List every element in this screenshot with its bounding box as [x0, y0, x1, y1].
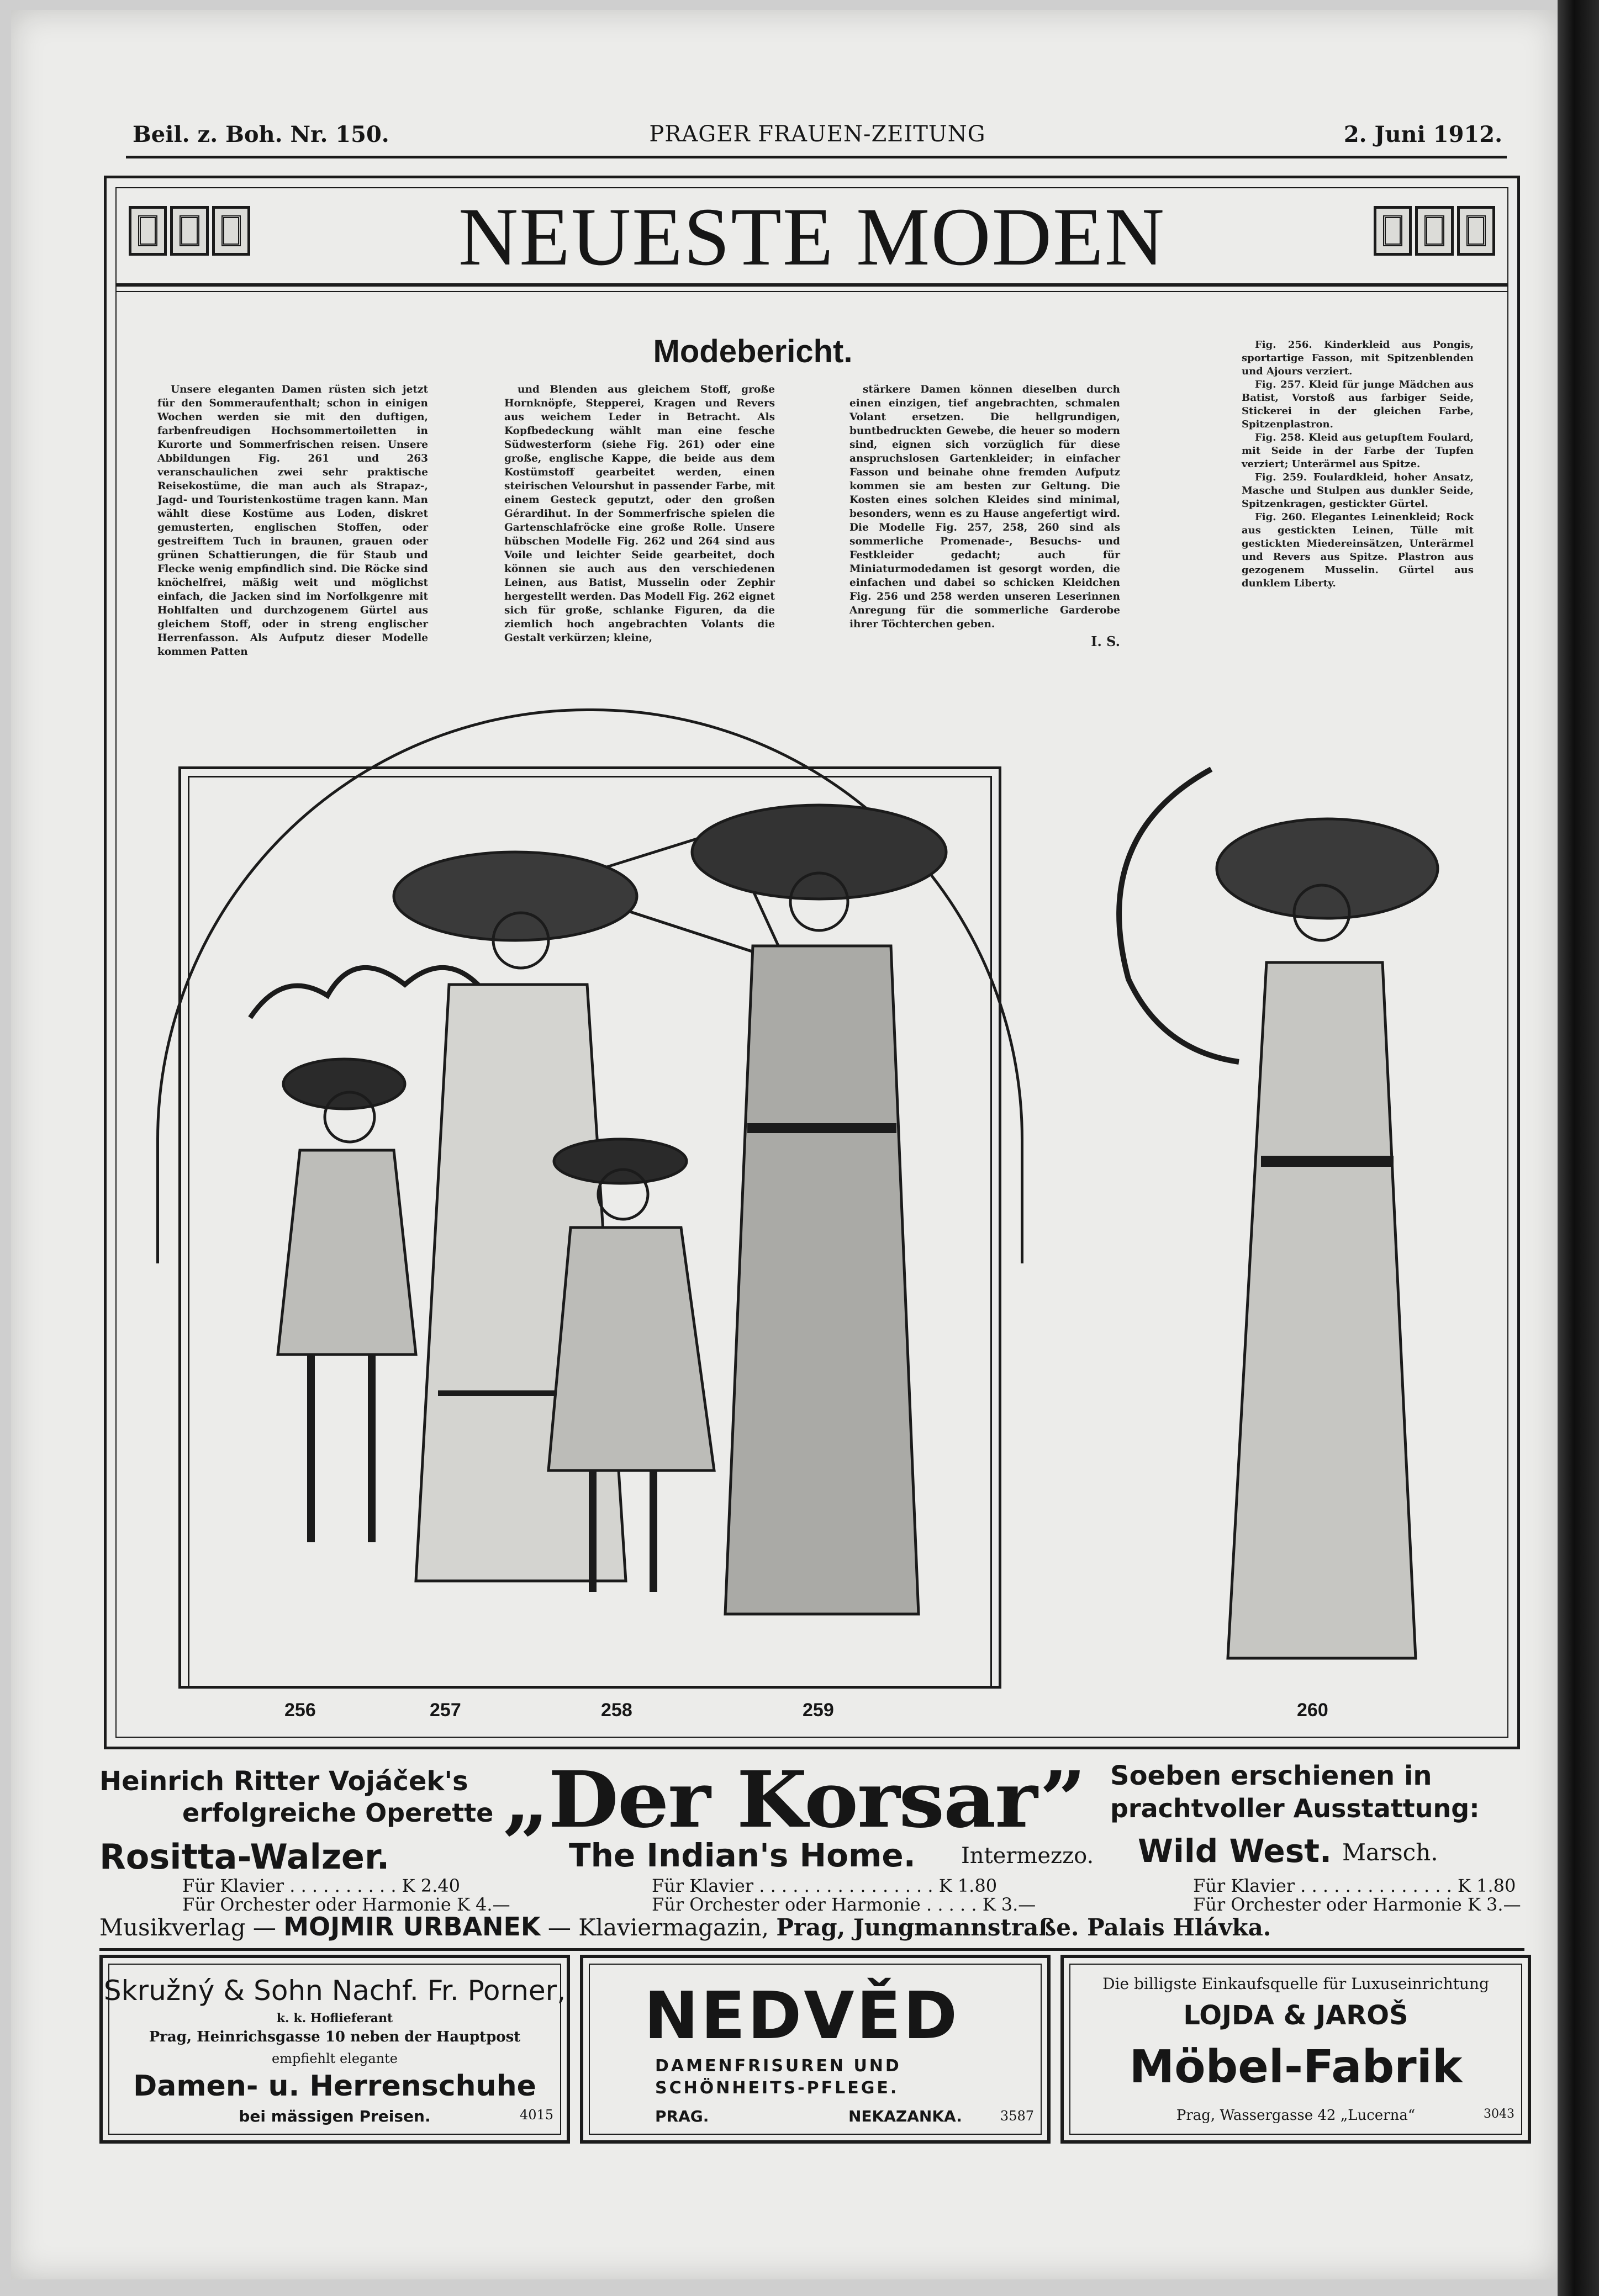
- figure-number-256: 256: [284, 1700, 316, 1721]
- newspaper-name: PRAGER FRAUEN-ZEITUNG: [649, 121, 986, 147]
- issue-date: 2. Juni 1912.: [1343, 121, 1502, 147]
- salon-name: NEDVĚD: [644, 1977, 960, 2054]
- salon-street: NEKAZANKA.: [848, 2107, 962, 2125]
- shoe-shop-price: bei mässigen Preisen.: [239, 2107, 431, 2125]
- publisher-line: [99, 1912, 1524, 1945]
- ad-divider: [99, 1948, 1524, 1951]
- title-rule-thin: [115, 291, 1508, 292]
- figure-captions: [1242, 338, 1474, 590]
- author-signature: I. S.: [1091, 633, 1120, 649]
- shoe-shop-name: Skružný & Sohn Nachf. Fr. Porner,: [103, 1975, 566, 2007]
- salon-ad: [580, 1955, 1051, 2144]
- korsar-price-piano: Für Klavier . . . . . . . . . . . . . . . . K 1.80: [652, 1875, 998, 1896]
- figure-number-258: 258: [601, 1700, 632, 1721]
- figure-number-259: 259: [803, 1700, 834, 1721]
- publisher-mid: — Klaviermagazin,: [547, 1914, 769, 1941]
- korsar-title: „Der Korsar”: [503, 1755, 1085, 1845]
- operetta-composer: Heinrich Ritter Vojáček's: [99, 1766, 468, 1797]
- caption-256: Fig. 256. Kinderkleid aus Pongis, sportartige Fasson, mit Spitzenblenden und Ajours verziert.: [1242, 339, 1474, 377]
- article-paragraph: Unsere eleganten Damen rüsten sich jetzt für den Sommeraufenthalt; schon in einigen Wochen werden sie mit den duftigen, farbenfreudigen Hochsommertoiletten in Kurorte und Sommerfrischen reisen. Unsere Abbildungen Fig. 261 und 263 veranschaulichen zwei sehr praktische Reisekostüme, die man auch als Strapaz-, Jagd- und Touristenkostüme tragen kann. Man wählt diese Kostüme aus Loden, diskret gemusterten, englischen Stoffen, oder gestreiftem Tuch in braunen, grauen oder grünen Schattierungen, die für Staub und Flecke wenig empfindlich sind. Die Röcke sind knöchelfrei, mäßig weit und möglichst einfach, die Jacken sind im Norfolkgenre mit Hohlfalten und durchzogenem Gürtel aus gleichem Stoff, oder in streng englischer Herrenfasson. Als Aufputz dieser Modelle kommen Patten: [157, 384, 428, 658]
- wildwest-line1: Soeben erschienen in: [1110, 1760, 1432, 1791]
- caption-260: Fig. 260. Elegantes Leinenkleid; Rock aus gestickten Leinen, Tülle mit gestickten Miedereinsätzen, Unterärmel und Revers aus Spitze. Plastron aus gezogenem Musselin. Gürtel aus dunklem Liberty.: [1242, 511, 1474, 589]
- shoe-shop-ad: [99, 1955, 570, 2144]
- section-title: NEUESTE MODEN: [458, 191, 1166, 283]
- wildwest-price-piano: Für Klavier . . . . . . . . . . . . . . K 1.80: [1193, 1875, 1516, 1896]
- page-header: [133, 116, 1502, 155]
- furniture-code: 3043: [1484, 2107, 1514, 2121]
- korsar-subtitle: The Indian's Home.: [569, 1837, 916, 1874]
- shoe-shop-code: 4015: [519, 2107, 553, 2123]
- issue-number: Beil. z. Boh. Nr. 150.: [133, 121, 389, 147]
- fashion-section: [104, 176, 1520, 1749]
- shoe-shop-address: Prag, Heinrichsgasse 10 neben der Hauptpost: [149, 2029, 521, 2045]
- title-rule: [115, 283, 1508, 287]
- wildwest-title: Wild West.: [1138, 1832, 1332, 1870]
- shoe-shop-product: Damen- u. Herrenschuhe: [133, 2070, 536, 2103]
- operetta-label: erfolgreiche Operette: [182, 1798, 494, 1828]
- article-paragraph: und Blenden aus gleichem Stoff, große Hornknöpfe, Stepperei, Kragen und Revers aus weichem Leder in Betracht. Als Kopfbedeckung wählt man eine fesche Südwesterform (siehe Fig. 261) oder eine große, englische Kappe, die beide aus dem Kostümstoff gearbeitet werden, einen steirischen Velourshut in passender Farbe, mit einem Gesteck geputzt, oder den großen Gérardihut. In der Sommerfrische spielen die Gartenschlafröcke eine große Rolle. Unsere hübschen Modelle Fig. 262 und 264 sind aus Voile und leichter Seide gearbeitet, doch können sie auch aus den verschiedenen Leinen, aus Batist, Musselin oder Zephir hergestellt werden. Das Modell Fig. 262 eignet sich für große, schlanke Figuren, da die ziemlich hoch angebrachten Volants die Gestalt verkürzen; kleine,: [504, 384, 775, 644]
- operetta-title: Rositta-Walzer.: [99, 1837, 390, 1877]
- fashion-illustration: [184, 731, 1498, 1680]
- furniture-address: Prag, Wassergasse 42 „Lucerna“: [1176, 2107, 1416, 2124]
- publisher-name: MOJMIR URBANEK: [283, 1912, 541, 1941]
- furniture-company: LOJDA & JAROŠ: [1183, 2000, 1408, 2031]
- salon-code: 3587: [1000, 2108, 1034, 2124]
- salon-line1: DAMENFRISUREN UND: [655, 2056, 901, 2076]
- header-rule: [126, 156, 1507, 158]
- wildwest-kind: Marsch.: [1342, 1839, 1438, 1866]
- figure-number-260: 260: [1297, 1700, 1328, 1721]
- operetta-price-piano: Für Klavier . . . . . . . . . . K 2.40: [182, 1875, 460, 1896]
- furniture-top: Die billigste Einkaufsquelle für Luxuseinrichtung: [1102, 1975, 1489, 1993]
- furniture-ad: [1060, 1955, 1531, 2144]
- shoe-shop-recommend: empfiehlt elegante: [272, 2051, 398, 2066]
- korsar-price-orchestra: Für Orchester oder Harmonie . . . . . K 3.—: [652, 1894, 1036, 1915]
- scan-edge: [1558, 0, 1599, 2296]
- caption-259: Fig. 259. Foulardkleid, hoher Ansatz, Masche und Stulpen aus dunkler Seide, Spitzenkragen, gestickter Gürtel.: [1242, 472, 1474, 510]
- article-column-2: [504, 383, 775, 645]
- wildwest-line2: prachtvoller Ausstattung:: [1110, 1794, 1480, 1823]
- publisher-address: Prag, Jungmannstraße. Palais Hlávka.: [776, 1914, 1271, 1941]
- article-heading: Modebericht.: [653, 334, 853, 369]
- furniture-product: Möbel-Fabrik: [1129, 2041, 1463, 2093]
- article-column-1: [157, 383, 428, 659]
- caption-258: Fig. 258. Kleid aus getupftem Foulard, mit Seide in der Farbe der Tupfen verziert; Unterärmel aus Spitze.: [1242, 432, 1474, 470]
- wildwest-price-orchestra: Für Orchester oder Harmonie K 3.—: [1193, 1894, 1521, 1915]
- shoe-shop-sub: k. k. Hoflieferant: [276, 2011, 393, 2025]
- article-paragraph: stärkere Damen können dieselben durch einen einzigen, tief angebrachten, schmalen Volant ersetzen. Die hellgrundigen, buntbedruckten Gewebe, die heuer so modern sind, eignen sich vorzüglich für diese anspruchslosen Gartenkleider; in einfacher Fasson und beinahe ohne fremden Aufputz kommen sie am besten zur Geltung. Die Kosten eines solchen Kleides sind minimal, besonders, wenn es zu Hause angefertigt wird. Die Modelle Fig. 257, 258, 260 sind als sommerliche Promenade-, Besuchs- und Festkleider gedacht; auch für Miniaturmodedamen ist gesorgt worden, die einfachen und dabei so schicken Kleidchen Fig. 256 und 258 werden unseren Leserinnen Anregung für die sommerliche Garderobe ihrer Töchterchen geben.: [849, 384, 1120, 630]
- article-column-3: [849, 383, 1120, 648]
- operetta-price-orchestra: Für Orchester oder Harmonie K 4.—: [182, 1894, 510, 1915]
- salon-city: PRAG.: [655, 2107, 709, 2125]
- caption-257: Fig. 257. Kleid für junge Mädchen aus Batist, Vorstoß aus farbiger Seide, Stickerei in der gleichen Farbe, Spitzenplastron.: [1242, 379, 1474, 430]
- salon-line2: SCHÖNHEITS-PFLEGE.: [655, 2078, 899, 2098]
- publisher-prefix: Musikverlag —: [99, 1914, 276, 1941]
- figure-number-257: 257: [430, 1700, 461, 1721]
- korsar-kind: Intermezzo.: [961, 1843, 1094, 1869]
